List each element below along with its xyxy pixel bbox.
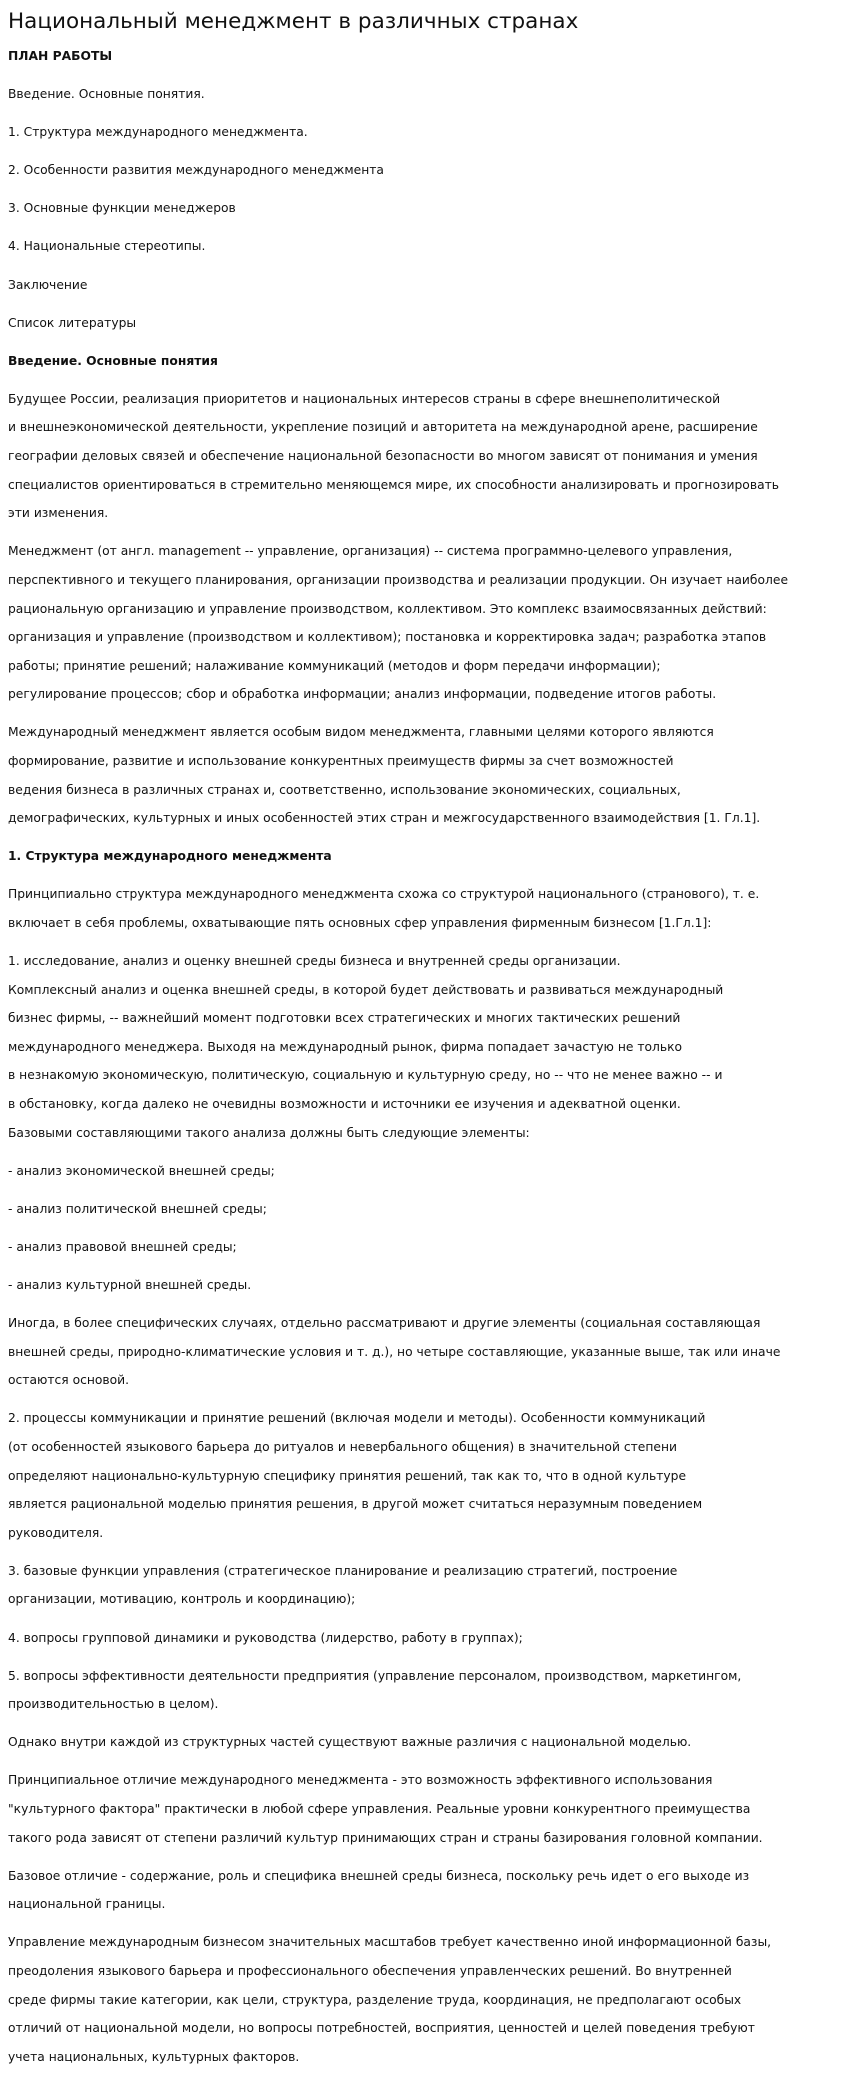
paragraph (8, 537, 839, 709)
text-line: включает в себя проблемы, охватывающие пять основных сфер управления фирменным бизнесом [1.Гл.1]: (8, 915, 712, 930)
text-line: отличий от национальной модели, но вопросы потребностей, восприятия, ценностей и целей поведения требуют (8, 2021, 755, 2036)
text-line: 4. Национальные стереотипы. (8, 239, 206, 254)
text-line: 2. Особенности развития международного менеджмента (8, 163, 384, 178)
text-line: международного менеджера. Выходя на международный рынок, фирма попадает зачастую не только (8, 1039, 683, 1054)
section-heading (8, 842, 839, 871)
paragraph (8, 947, 839, 1147)
text-line: 3. Основные функции менеджеров (8, 201, 236, 216)
paragraph (8, 1557, 839, 1614)
text-line: ведения бизнеса в различных странах и, соответственно, использование экономических, социальных, (8, 782, 681, 797)
paragraph (8, 156, 839, 185)
text-line: преодоления языкового барьера и профессионального обеспечения управленческих решений. Во внутренней (8, 1963, 732, 1978)
text-line: Принципиальное отличие международного менеджмента - это возможность эффективного использования (8, 1773, 713, 1788)
text-line: руководителя. (8, 1525, 104, 1540)
paragraph (8, 1766, 839, 1852)
text-line: Комплексный анализ и оценка внешней среды, в которой будет действовать и развиваться международный (8, 982, 724, 997)
paragraph (8, 385, 839, 528)
text-line: в обстановку, когда далеко не очевидны возможности и источники ее изучения и адекватной оценки. (8, 1097, 681, 1111)
text-line: Однако внутри каждой из структурных частей существуют важные различия с национальной моделью. (8, 1735, 692, 1750)
text-line: 3. базовые функции управления (стратегическое планирование и реализацию стратегий, построение (8, 1563, 678, 1578)
text-line: перспективного и текущего планирования, организации производства и реализации продукции. Он изучает наиболее (8, 572, 789, 587)
paragraph (8, 1233, 839, 1262)
text-line: - анализ культурной внешней среды. (8, 1277, 252, 1292)
paragraph (8, 1271, 839, 1300)
text-line: формирование, развитие и использование конкурентных преимуществ фирмы за счет возможностей (8, 753, 674, 768)
page-title: Национальный менеджмент в различных странах (8, 9, 579, 34)
text-line: определяют национально-культурную специфику принятия решений, так как то, что в одной культуре (8, 1468, 687, 1483)
paragraph (8, 309, 839, 338)
text-line: (от особенностей языкового барьера до ритуалов и невербального общения) в значительной степени (8, 1439, 677, 1454)
text-line: остаются основой. (8, 1373, 130, 1388)
text-line: - анализ политической внешней среды; (8, 1201, 267, 1216)
text-line: Заключение (8, 277, 88, 292)
text-line: и внешнеэкономической деятельности, укрепление позиций и авторитета на международной арене, расширение (8, 420, 758, 435)
text-line: организация и управление (производством и коллективом); постановка и корректировка задач; разработка этапов (8, 630, 767, 645)
text-line: - анализ экономической внешней среды; (8, 1163, 275, 1178)
text-line: Список литературы (8, 315, 137, 330)
paragraph (8, 1928, 839, 2071)
text-line: является рациональной моделью принятия решения, в другой может считаться неразумным поведением (8, 1497, 703, 1512)
paragraph (8, 232, 839, 261)
text-line: 4. вопросы групповой динамики и руководства (лидерство, работу в группах); (8, 1630, 523, 1645)
text-line: Введение. Основные понятия. (8, 87, 205, 102)
text-line: Управление международным бизнесом значительных масштабов требует качественно иной информационной базы, (8, 1935, 772, 1950)
text-line: бизнес фирмы, -- важнейший момент подготовки всех стратегических и многих тактических решений (8, 1011, 681, 1026)
paragraph (8, 1157, 839, 1186)
text-line: эти изменения. (8, 506, 109, 521)
paragraph (8, 1662, 839, 1719)
paragraph (8, 880, 839, 937)
text-line: Международный менеджмент является особым видом менеджмента, главными целями которого являются (8, 725, 714, 740)
text-line: национальной границы. (8, 1897, 166, 1912)
section-heading (8, 347, 839, 376)
text-line: Введение. Основные понятия (8, 353, 218, 368)
text-line: учета национальных, культурных факторов. (8, 2049, 300, 2064)
text-line: в незнакомую экономическую, политическую, социальную и культурную среду, но -- что не менее важно -- и (8, 1068, 723, 1083)
text-line: географии деловых связей и обеспечение национальной безопасности во многом зависят от понимания и умения (8, 449, 758, 464)
text-line: - анализ правовой внешней среды; (8, 1239, 237, 1254)
text-line: регулирование процессов; сбор и обработка информации; анализ информации, подведение итогов работы. (8, 687, 717, 702)
document-body (8, 42, 839, 2071)
paragraph (8, 1624, 839, 1653)
text-line: такого рода зависят от степени различий культур принимающих стран и страны базирования головной компании. (8, 1830, 763, 1845)
text-line: демографических, культурных и иных особенностей этих стран и межгосударственного взаимодействия [1. Гл.1]. (8, 811, 761, 826)
text-line: 5. вопросы эффективности деятельности предприятия (управление персоналом, производством, маркетингом, (8, 1668, 742, 1683)
text-line: специалистов ориентироваться в стремительно меняющемся мире, их способности анализировать и прогнозировать (8, 477, 780, 492)
paragraph (8, 194, 839, 223)
text-line: Менеджмент (от англ. management -- управление, организация) -- система программно-целевого управления, (8, 544, 733, 559)
paragraph (8, 80, 839, 109)
text-line: Принципиально структура международного менеджмента схожа со структурой национального (странового), т. е. (8, 887, 760, 902)
text-line: Базовыми составляющими такого анализа должны быть следующие элементы: (8, 1125, 530, 1140)
text-line: внешней среды, природно-климатические условия и т. д.), но четыре составляющие, указанные выше, так или иначе (8, 1344, 781, 1359)
text-line: "культурного фактора" практически в любой сфере управления. Реальные уровни конкурентного преимущества (8, 1801, 751, 1816)
text-line: работы; принятие решений; налаживание коммуникаций (методов и форм передачи информации); (8, 658, 661, 673)
text-line: организации, мотивацию, контроль и координацию); (8, 1592, 356, 1607)
text-line: производительностью в целом). (8, 1697, 219, 1712)
paragraph (8, 1404, 839, 1547)
text-line: 1. Структура международного менеджмента. (8, 125, 308, 140)
paragraph (8, 1309, 839, 1395)
text-line: рациональную организацию и управление производством, коллективом. Это комплекс взаимосвязанных действий: (8, 601, 767, 616)
section-heading (8, 42, 839, 71)
text-line: Базовое отличие - содержание, роль и специфика внешней среды бизнеса, поскольку речь идет о его выходе из (8, 1868, 750, 1883)
text-line: 1. исследование, анализ и оценку внешней среды бизнеса и внутренней среды организации. (8, 954, 621, 969)
paragraph (8, 271, 839, 300)
text-line: 1. Структура международного менеджмента (8, 849, 332, 864)
text-line: 2. процессы коммуникации и принятие решений (включая модели и методы). Особенности коммуникаций (8, 1411, 706, 1426)
paragraph (8, 118, 839, 147)
text-line: среде фирмы такие категории, как цели, структура, разделение труда, координация, не предполагают особых (8, 1992, 742, 2007)
text-line: Иногда, в более специфических случаях, отдельно рассматривают и другие элементы (социальная составляющая (8, 1316, 761, 1331)
paragraph (8, 1862, 839, 1919)
text-line: ПЛАН РАБОТЫ (8, 49, 113, 63)
text-line: Будущее России, реализация приоритетов и национальных интересов страны в сфере внешнеполитической (8, 391, 721, 406)
paragraph (8, 1195, 839, 1224)
paragraph (8, 1728, 839, 1757)
paragraph (8, 718, 839, 832)
